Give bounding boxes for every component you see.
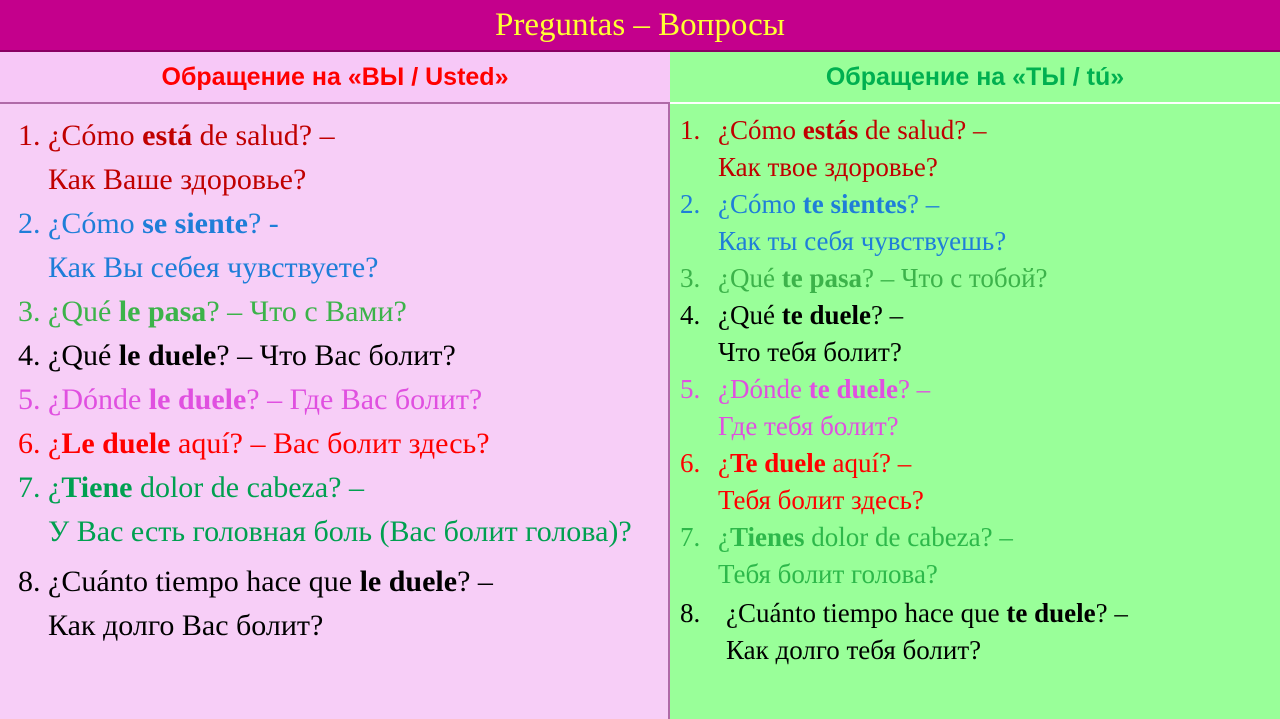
question-number: 5. xyxy=(18,383,41,416)
informal-question-item xyxy=(680,595,1270,669)
question-verb: te pasa xyxy=(781,263,862,293)
question-text-pre: ¿Cómo xyxy=(718,115,803,145)
formal-question-item xyxy=(18,466,658,554)
informal-question-item xyxy=(680,260,1270,297)
question-number: 5. xyxy=(680,374,701,404)
formal-question-item xyxy=(18,560,658,648)
question-translation: Тебя болит голова? xyxy=(718,559,938,589)
question-text-post: de salud? – xyxy=(192,119,335,152)
question-text-post: ? – xyxy=(906,189,940,219)
informal-question-item xyxy=(680,445,1270,519)
question-text-post: dolor de cabeza? – xyxy=(132,471,364,504)
question-verb: le duele xyxy=(118,339,217,372)
informal-question-item xyxy=(680,186,1270,260)
formal-question-item xyxy=(18,290,658,334)
question-number: 6. xyxy=(680,448,701,478)
question-verb: te duele xyxy=(1006,598,1096,628)
question-translation: Как Вы себея чувствуете? xyxy=(48,251,379,284)
question-verb: le duele xyxy=(359,565,458,598)
formal-question-item xyxy=(18,422,658,466)
question-verb: Te duele xyxy=(729,448,826,478)
formal-question-item xyxy=(18,378,658,422)
question-number: 2. xyxy=(18,207,41,240)
informal-questions-panel xyxy=(670,102,1280,719)
question-text-pre: ¿ xyxy=(48,471,62,504)
formal-question-item xyxy=(18,334,658,378)
question-text-post: ? – Где Вас болит? xyxy=(246,383,483,416)
question-verb: Tiene xyxy=(61,471,133,504)
informal-question-item xyxy=(680,112,1270,186)
question-translation: Что тебя болит? xyxy=(718,337,902,367)
question-number: 7. xyxy=(680,522,701,552)
question-verb: está xyxy=(142,119,193,152)
question-text-post: ? – xyxy=(457,565,493,598)
question-text-post: ? – Что с Вами? xyxy=(206,295,407,328)
question-text-pre: ¿Dónde xyxy=(718,374,809,404)
question-text-post: de salud? – xyxy=(858,115,987,145)
question-verb: Tienes xyxy=(729,522,805,552)
question-text-pre: ¿Cuánto tiempo hace que xyxy=(48,565,360,598)
question-number: 1. xyxy=(680,115,701,145)
question-translation: Как долго тебя болит? xyxy=(726,635,982,665)
question-text-post: ? – xyxy=(1095,598,1128,628)
question-verb: te duele xyxy=(781,300,871,330)
informal-questions-list xyxy=(680,112,1270,669)
informal-question-item xyxy=(680,297,1270,371)
formal-questions-panel xyxy=(0,102,670,719)
question-verb: le duele xyxy=(148,383,247,416)
page-title: Preguntas – Вопросы xyxy=(0,0,1280,52)
question-text-pre: ¿Dónde xyxy=(48,383,149,416)
question-number: 8. xyxy=(18,565,41,598)
question-verb: te duele xyxy=(808,374,898,404)
question-verb: estás xyxy=(802,115,859,145)
question-text-pre: ¿Cómo xyxy=(48,207,143,240)
question-text-pre: ¿ xyxy=(48,427,62,460)
question-text-pre: ¿Cuánto tiempo hace que xyxy=(726,598,1007,628)
question-number: 7. xyxy=(18,471,41,504)
question-text-pre: ¿ xyxy=(718,522,730,552)
informal-column-header: Обращение на «ТЫ / tú» xyxy=(670,52,1280,102)
question-number: 3. xyxy=(680,263,701,293)
question-text-pre: ¿ xyxy=(718,448,730,478)
question-text-post: ? – Что с тобой? xyxy=(861,263,1048,293)
informal-question-item xyxy=(680,519,1270,593)
question-number: 2. xyxy=(680,189,701,219)
informal-question-item xyxy=(680,371,1270,445)
question-text-post: aquí? – xyxy=(825,448,912,478)
question-text-pre: ¿Cómo xyxy=(718,189,803,219)
question-text-pre: ¿Qué xyxy=(48,339,119,372)
question-text-pre: ¿Qué xyxy=(718,300,782,330)
question-translation: Где тебя болит? xyxy=(718,411,899,441)
question-text-post: ? – xyxy=(897,374,931,404)
question-translation: Как ты себя чувствуешь? xyxy=(718,226,1007,256)
question-text-post: ? – xyxy=(870,300,904,330)
question-translation: Как твое здоровье? xyxy=(718,152,938,182)
formal-question-item xyxy=(18,202,658,290)
formal-column-header: Обращение на «ВЫ / Usted» xyxy=(0,52,670,102)
question-translation: Как Ваше здоровье? xyxy=(48,163,307,196)
question-text-pre: ¿Qué xyxy=(718,263,782,293)
question-text-post: ? – Что Вас болит? xyxy=(216,339,456,372)
formal-question-item xyxy=(18,114,658,202)
question-text-post: dolor de cabeza? – xyxy=(804,522,1013,552)
question-text-pre: ¿Qué xyxy=(48,295,119,328)
question-verb: Le duele xyxy=(61,427,171,460)
question-number: 3. xyxy=(18,295,41,328)
question-translation: Тебя болит здесь? xyxy=(718,485,924,515)
question-text-post: ? - xyxy=(247,207,279,240)
question-verb: le pasa xyxy=(118,295,207,328)
question-number: 4. xyxy=(18,339,41,372)
question-verb: se siente xyxy=(142,207,248,240)
question-text-post: aquí? – Вас болит здесь? xyxy=(170,427,490,460)
question-number: 1. xyxy=(18,119,41,152)
question-text-pre: ¿Cómo xyxy=(48,119,143,152)
question-translation: У Вас есть головная боль (Вас болит голова)? xyxy=(48,515,632,548)
formal-questions-list xyxy=(18,114,658,648)
question-number: 6. xyxy=(18,427,41,460)
question-number: 8. xyxy=(680,598,701,628)
question-translation: Как долго Вас болит? xyxy=(48,609,324,642)
question-verb: te sientes xyxy=(802,189,907,219)
question-number: 4. xyxy=(680,300,701,330)
